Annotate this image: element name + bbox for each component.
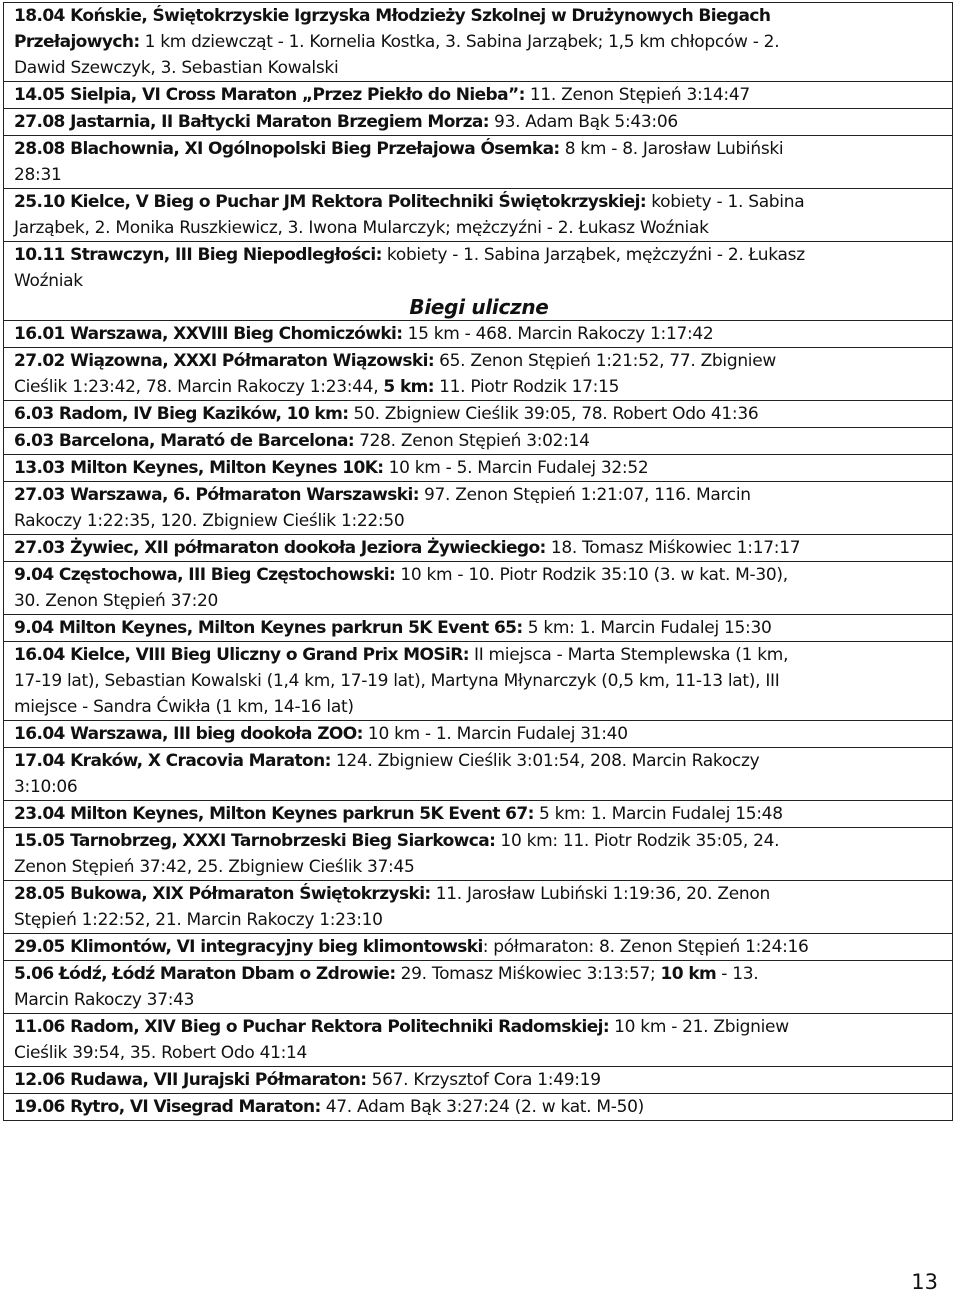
- event-title: 19.06 Rytro, VI Visegrad Maraton:: [14, 1097, 321, 1117]
- result-text: 11. Zenon Stępień 3:14:47: [524, 85, 750, 105]
- result-entry: [4, 401, 952, 428]
- entry-line: [14, 321, 944, 347]
- result-text: Jarząbek, 2. Monika Ruszkiewicz, 3. Iwona Mularczyk; mężczyźni - 2. Łukasz Woźniak: [14, 218, 709, 238]
- result-text: Woźniak: [14, 271, 83, 291]
- result-text: 11. Piotr Rodzik 17:15: [434, 377, 620, 397]
- result-text: 1 km dziewcząt - 1. Kornelia Kostka, 3. Sabina Jarząbek; 1,5 km chłopców - 2.: [139, 32, 780, 52]
- result-entry: [4, 1067, 952, 1094]
- entry-line: [14, 189, 944, 215]
- result-text: 10 km - 1. Marcin Fudalej 31:40: [362, 724, 628, 744]
- entry-line: [14, 562, 944, 588]
- event-title: 6.03 Radom, IV Bieg Kazików, 10 km:: [14, 404, 349, 424]
- result-text: 11. Jarosław Lubiński 1:19:36, 20. Zenon: [430, 884, 770, 904]
- result-text: 28:31: [14, 165, 62, 185]
- event-title: 27.08 Jastarnia, II Bałtycki Maraton Brzegiem Morza:: [14, 112, 489, 132]
- result-text: 97. Zenon Stępień 1:21:07, 116. Marcin: [418, 485, 751, 505]
- result-entry: [4, 3, 952, 82]
- results-table: [3, 2, 953, 1121]
- event-title: 25.10 Kielce, V Bieg o Puchar JM Rektora Politechniki Świętokrzyskiej:: [14, 192, 647, 212]
- event-title: 17.04 Kraków, X Cracovia Maraton:: [14, 751, 331, 771]
- entry-line: [14, 721, 944, 747]
- result-text: II miejsca - Marta Stemplewska (1 km,: [468, 645, 789, 665]
- entry-line: [14, 55, 944, 81]
- entry-line: [14, 934, 944, 960]
- result-text: - 13.: [716, 964, 759, 984]
- result-entry: [4, 1094, 952, 1120]
- result-entry: [4, 801, 952, 828]
- event-title: 5 km:: [383, 377, 434, 397]
- result-text: 17-19 lat), Sebastian Kowalski (1,4 km, 17-19 lat), Martyna Młynarczyk (0,5 km, 11-13 lat), III: [14, 671, 780, 691]
- section-header: Biegi uliczne: [4, 294, 952, 321]
- entry-line: [14, 29, 944, 55]
- event-title: 23.04 Milton Keynes, Milton Keynes parkrun 5K Event 67:: [14, 804, 534, 824]
- event-title: 27.03 Żywiec, XII półmaraton dookoła Jeziora Żywieckiego:: [14, 538, 546, 558]
- event-title: 6.03 Barcelona, Marató de Barcelona:: [14, 431, 355, 451]
- result-entry: [4, 428, 952, 455]
- entry-line: [14, 588, 944, 614]
- entry-line: [14, 401, 944, 427]
- event-title: 15.05 Tarnobrzeg, XXXI Tarnobrzeski Bieg Siarkowca:: [14, 831, 496, 851]
- entry-line: [14, 961, 944, 987]
- result-entry: [4, 642, 952, 721]
- result-text: Stępień 1:22:52, 21. Marcin Rakoczy 1:23:10: [14, 910, 383, 930]
- result-entry: [4, 1014, 952, 1067]
- result-text: 30. Zenon Stępień 37:20: [14, 591, 219, 611]
- entry-line: [14, 774, 944, 800]
- result-text: 10 km - 10. Piotr Rodzik 35:10 (3. w kat. M-30),: [395, 565, 788, 585]
- result-text: Cieślik 39:54, 35. Robert Odo 41:14: [14, 1043, 308, 1063]
- entry-line: [14, 215, 944, 241]
- result-text: 29. Tomasz Miśkowiec 3:13:57;: [395, 964, 661, 984]
- entry-line: [14, 615, 944, 641]
- result-text: 124. Zbigniew Cieślik 3:01:54, 208. Marcin Rakoczy: [330, 751, 760, 771]
- result-text: Zenon Stępień 37:42, 25. Zbigniew Cieślik 37:45: [14, 857, 415, 877]
- result-text: Marcin Rakoczy 37:43: [14, 990, 195, 1010]
- result-entry: [4, 934, 952, 961]
- event-title: 9.04 Milton Keynes, Milton Keynes parkrun 5K Event 65:: [14, 618, 523, 638]
- entry-line: [14, 1067, 944, 1093]
- entry-line: [14, 1094, 944, 1120]
- entry-line: [14, 109, 944, 135]
- result-entry: [4, 562, 952, 615]
- entry-line: [14, 162, 944, 188]
- entry-line: [14, 3, 944, 29]
- event-title: 14.05 Sielpia, VI Cross Maraton „Przez Piekło do Nieba”:: [14, 85, 525, 105]
- result-entry: [4, 136, 952, 189]
- entry-line: [14, 881, 944, 907]
- entry-line: [14, 428, 944, 454]
- event-title: 27.02 Wiązowna, XXXI Półmaraton Wiązowski:: [14, 351, 435, 371]
- result-text: 567. Krzysztof Cora 1:49:19: [366, 1070, 601, 1090]
- result-text: 10 km - 21. Zbigniew: [609, 1017, 789, 1037]
- event-title: 11.06 Radom, XIV Bieg o Puchar Rektora Politechniki Radomskiej:: [14, 1017, 610, 1037]
- result-text: 15 km - 468. Marcin Rakoczy 1:17:42: [402, 324, 714, 344]
- entry-line: [14, 828, 944, 854]
- result-text: 728. Zenon Stępień 3:02:14: [354, 431, 590, 451]
- result-text: 8 km - 8. Jarosław Lubiński: [559, 139, 784, 159]
- event-title: 9.04 Częstochowa, III Bieg Częstochowski:: [14, 565, 396, 585]
- entry-line: [14, 987, 944, 1013]
- event-title: 5.06 Łódź, Łódź Maraton Dbam o Zdrowie:: [14, 964, 396, 984]
- result-entry: [4, 881, 952, 934]
- result-text: kobiety - 1. Sabina: [646, 192, 805, 212]
- entry-line: [14, 268, 944, 294]
- entry-line: [14, 136, 944, 162]
- page-number: 13: [911, 1270, 938, 1294]
- event-title: 16.04 Warszawa, III bieg dookoła ZOO:: [14, 724, 363, 744]
- entry-line: [14, 535, 944, 561]
- result-text: 3:10:06: [14, 777, 78, 797]
- entry-line: [14, 455, 944, 481]
- entry-line: [14, 348, 944, 374]
- event-title: 10.11 Strawczyn, III Bieg Niepodległości:: [14, 245, 382, 265]
- result-entry: [4, 482, 952, 535]
- entry-line: [14, 694, 944, 720]
- result-text: 5 km: 1. Marcin Fudalej 15:30: [522, 618, 772, 638]
- result-text: 5 km: 1. Marcin Fudalej 15:48: [533, 804, 783, 824]
- result-entry: [4, 535, 952, 562]
- entry-line: [14, 1014, 944, 1040]
- result-entry: [4, 615, 952, 642]
- results-group-top: [4, 3, 952, 294]
- result-text: kobiety - 1. Sabina Jarząbek, mężczyźni - 2. Łukasz: [381, 245, 805, 265]
- event-title: 16.01 Warszawa, XXVIII Bieg Chomiczówki:: [14, 324, 403, 344]
- entry-line: [14, 801, 944, 827]
- event-title: 28.08 Blachownia, XI Ogólnopolski Bieg Przełajowa Ósemka:: [14, 139, 560, 159]
- entry-line: [14, 642, 944, 668]
- result-entry: [4, 321, 952, 348]
- entry-line: [14, 907, 944, 933]
- entry-line: [14, 854, 944, 880]
- result-text: Rakoczy 1:22:35, 120. Zbigniew Cieślik 1:22:50: [14, 511, 405, 531]
- event-title: 18.04 Końskie, Świętokrzyskie Igrzyska Młodzieży Szkolnej w Drużynowych Biegach: [14, 6, 771, 26]
- entry-line: [14, 242, 944, 268]
- result-entry: [4, 455, 952, 482]
- result-text: : półmaraton: 8. Zenon Stępień 1:24:16: [482, 937, 809, 957]
- result-entry: [4, 748, 952, 801]
- result-text: 93. Adam Bąk 5:43:06: [488, 112, 678, 132]
- event-title: 10 km: [660, 964, 717, 984]
- entry-line: [14, 748, 944, 774]
- event-title: Przełajowych:: [14, 32, 140, 52]
- result-entry: [4, 109, 952, 136]
- result-entry: [4, 828, 952, 881]
- entry-line: [14, 508, 944, 534]
- result-text: miejsce - Sandra Ćwikła (1 km, 14-16 lat): [14, 697, 354, 717]
- event-title: 12.06 Rudawa, VII Jurajski Półmaraton:: [14, 1070, 367, 1090]
- entry-line: [14, 1040, 944, 1066]
- result-entry: [4, 961, 952, 1014]
- event-title: 29.05 Klimontów, VI integracyjny bieg klimontowski: [14, 937, 483, 957]
- result-entry: [4, 242, 952, 294]
- entry-line: [14, 482, 944, 508]
- event-title: 16.04 Kielce, VIII Bieg Uliczny o Grand Prix MOSiR:: [14, 645, 469, 665]
- event-title: 28.05 Bukowa, XIX Półmaraton Świętokrzyski:: [14, 884, 431, 904]
- result-text: 47. Adam Bąk 3:27:24 (2. w kat. M-50): [320, 1097, 644, 1117]
- result-entry: [4, 82, 952, 109]
- result-text: 50. Zbigniew Cieślik 39:05, 78. Robert Odo 41:36: [348, 404, 759, 424]
- entry-line: [14, 82, 944, 108]
- result-text: 65. Zenon Stępień 1:21:52, 77. Zbigniew: [434, 351, 776, 371]
- result-text: 10 km - 5. Marcin Fudalej 32:52: [383, 458, 649, 478]
- result-entry: [4, 348, 952, 401]
- entry-line: [14, 668, 944, 694]
- result-entry: [4, 721, 952, 748]
- result-text: 18. Tomasz Miśkowiec 1:17:17: [545, 538, 801, 558]
- result-text: 10 km: 11. Piotr Rodzik 35:05, 24.: [495, 831, 780, 851]
- entry-line: [14, 374, 944, 400]
- result-text: Dawid Szewczyk, 3. Sebastian Kowalski: [14, 58, 339, 78]
- result-text: Cieślik 1:23:42, 78. Marcin Rakoczy 1:23:44,: [14, 377, 384, 397]
- event-title: 27.03 Warszawa, 6. Półmaraton Warszawski:: [14, 485, 419, 505]
- event-title: 13.03 Milton Keynes, Milton Keynes 10K:: [14, 458, 384, 478]
- results-group-bottom: [4, 321, 952, 1120]
- result-entry: [4, 189, 952, 242]
